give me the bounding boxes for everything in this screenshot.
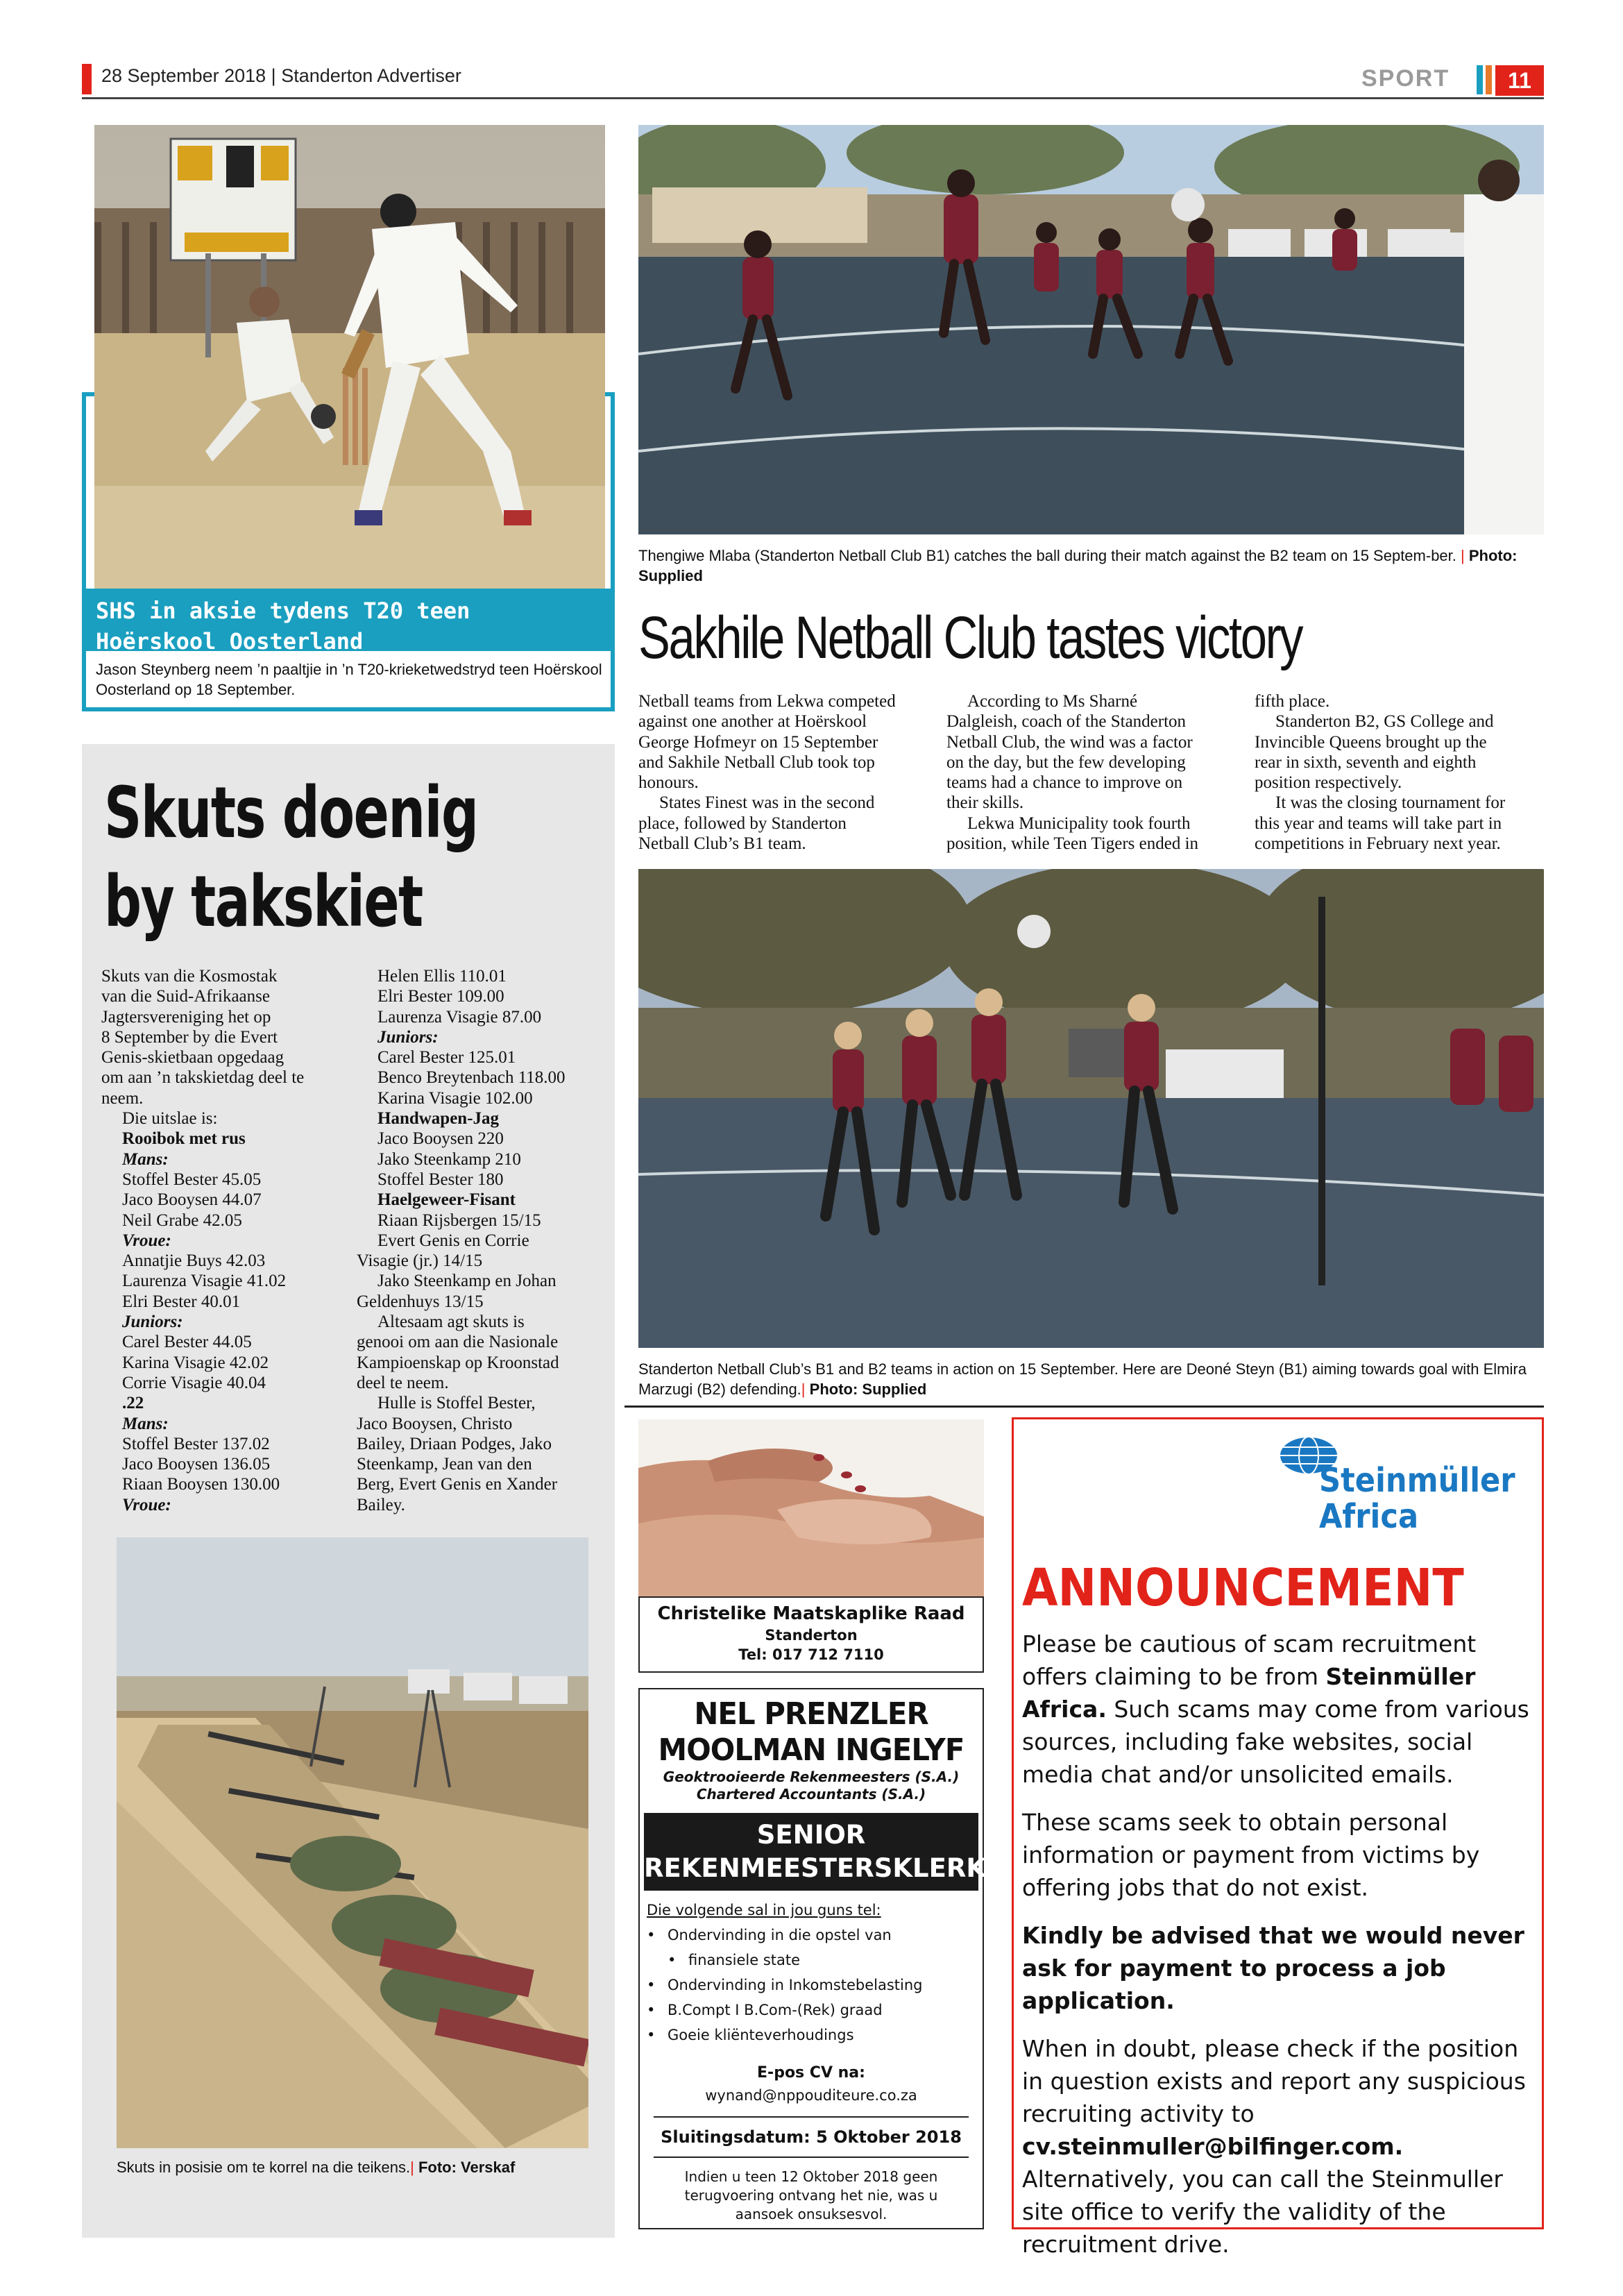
announcement-title: ANNOUNCEMENT [1022, 1558, 1464, 1618]
nel-note: Indien u teen 12 Oktober 2018 geen terugvoering ontvang het nie, was u aansoek onsuksesvol. [684, 2168, 938, 2222]
announcement-paragraph: These scams seek to obtain personal information or payment from victims by offering jobs that do not exist. [1022, 1809, 1480, 1901]
article-line: and Sakhile Netball Club took top [638, 752, 875, 772]
caption-divider: | [1461, 547, 1465, 564]
header-date-publication: 28 September 2018 | Standerton Advertiser [101, 65, 461, 86]
skuts-results-column-2 [357, 966, 606, 1515]
results-line: Haelgeweer-Fisant [377, 1190, 516, 1210]
results-line: Altesaam agt skuts is [377, 1312, 525, 1332]
results-line: Jako Steenkamp en Johan [377, 1272, 556, 1291]
caption-divider: | [410, 2159, 414, 2176]
results-line: Stoffel Bester 137.02 [122, 1434, 270, 1453]
results-line: Die uitslae is: [122, 1109, 218, 1129]
results-line: van die Suid-Afrikaanse [101, 987, 270, 1006]
results-line: Carel Bester 44.05 [122, 1333, 252, 1352]
netball-photo-top [638, 125, 1544, 534]
announcement-company: Steinmüller Africa. [1022, 1663, 1476, 1723]
cmr-town: Standerton [765, 1627, 858, 1644]
article-line: Netball Club’s B1 team. [638, 834, 806, 854]
steinmuller-brand-line1: Steinmüller [1319, 1461, 1515, 1500]
shooting-photo [117, 1537, 588, 2148]
netball-caption-bottom [638, 1359, 1540, 1399]
netball-article-column-2 [946, 691, 1237, 854]
article-line: teams had a chance to improve on [946, 773, 1183, 793]
skuts-results-column-1 [101, 966, 351, 1515]
hands-photo [638, 1419, 984, 1596]
results-line: Laurenza Visagie 87.00 [377, 1007, 542, 1027]
nel-email[interactable]: wynand@nppouditeure.co.za [705, 2087, 917, 2104]
nel-job-title-line2: REKENMEESTERSKLERK [644, 1853, 987, 1883]
results-line: Jaco Booysen 44.07 [122, 1190, 262, 1210]
steinmuller-advert [1012, 1417, 1544, 2258]
cricket-headline: SHS in aksie tydens T20 teen Hoërskool Oosterland [96, 598, 470, 655]
results-line: Mans: [122, 1414, 169, 1433]
announcement-text: Such scams may come from various sources, including fake websites, social media chat and/or unsolicited emails. [1022, 1696, 1529, 1788]
article-line: States Finest was in the second [659, 793, 875, 813]
results-line: neem. [101, 1088, 144, 1108]
netball-caption-bottom-text: Standerton Netball Club’s B1 and B2 teams in action on 15 September. Here are Deoné Steyn (B1) aiming towards goal with Elmira Marzugi (B2) defending. [638, 1360, 1527, 1398]
nel-prenzler-advert [638, 1688, 987, 2229]
announcement-paragraph [1022, 2032, 1536, 2261]
results-line: Berg, Evert Genis en Xander [357, 1475, 558, 1494]
nel-company-name-line1: NEL PRENZLER [694, 1696, 928, 1732]
results-line: Geldenhuys 13/15 [357, 1292, 484, 1311]
nel-email-label: E-pos CV na: [757, 2064, 865, 2082]
results-line: Kampioenskap op Kroonstad [357, 1353, 559, 1372]
skuts-headline [104, 769, 478, 947]
cricket-frame [82, 392, 86, 711]
shooting-caption-text: Skuts in posisie om te korrel na die teikens. [117, 2159, 411, 2176]
skuts-headline-line1: Skuts doenig [104, 772, 478, 854]
nel-job-title-line1: SENIOR [756, 1820, 866, 1850]
results-line: Hulle is Stoffel Bester, [377, 1394, 536, 1413]
cricket-frame [82, 392, 96, 396]
announcement-text: Alternatively, you can call the Steinmuller site office to verify the validity of the recruitment drive. [1022, 2166, 1503, 2258]
article-line: Standerton B2, GS College and [1275, 712, 1494, 732]
cricket-caption: Jason Steynberg neem ’n paaltjie in ’n T20-krieketwedstryd teen Hoërskool Oosterland op 18 September. [96, 661, 602, 698]
announcement-body [1022, 1628, 1536, 2276]
netball-caption-top [638, 546, 1540, 586]
results-line: Karina Visagie 102.00 [377, 1088, 533, 1108]
header-rule [82, 97, 1544, 99]
results-line: Riaan Booysen 130.00 [122, 1475, 280, 1494]
article-line: against one another at Hoërskool [638, 712, 867, 732]
nel-company-name-line2: MOOLMAN INGELYF [658, 1732, 965, 1768]
netball-article-column-1 [638, 691, 928, 854]
results-line: om aan ’n takskietdag deel te [101, 1068, 305, 1088]
article-line: honours. [638, 773, 699, 793]
section-accent-blue [1477, 65, 1483, 94]
cricket-frame [611, 392, 615, 711]
results-line: Skuts van die Kosmostak [101, 967, 278, 986]
article-line: rear in sixth, seventh and eighth [1255, 752, 1477, 772]
section-label: SPORT [1361, 65, 1450, 92]
results-line: Steenkamp, Jean van den [357, 1455, 532, 1474]
cmr-advert [638, 1596, 984, 1673]
shooting-photo-credit: Foto: Verskaf [418, 2159, 516, 2176]
nel-requirement-item: • Ondervinding in die opstel van [647, 1923, 983, 1948]
article-line: Dalgleish, coach of the Standerton [946, 712, 1187, 732]
article-line: Lekwa Municipality took fourth [967, 813, 1191, 833]
results-line: Handwapen-Jag [377, 1109, 500, 1129]
nel-requirement-item: • Ondervinding in Inkomstebelasting [647, 1973, 983, 1998]
article-line: position, while Teen Tigers ended in [946, 834, 1199, 854]
nel-subtitle-afrikaans: Geoktrooieerde Rekenmeesters (S.A.) [663, 1769, 960, 1785]
nel-requirement-item [647, 1948, 983, 1973]
results-line: Juniors: [377, 1027, 439, 1047]
steinmuller-brand-line2: Africa [1319, 1497, 1419, 1536]
announcement-paragraph-bold: Kindly be advised that we would never ask for payment to process a job application. [1022, 1922, 1524, 2014]
article-line: place, followed by Standerton [638, 813, 847, 833]
cmr-phone: Tel: 017 712 7110 [738, 1646, 884, 1663]
results-line: Genis-skietbaan opgedaag [101, 1048, 284, 1067]
results-line: Jaco Booysen 220 [377, 1129, 504, 1149]
header-accent-bar [82, 64, 92, 94]
page-number: 11 [1495, 65, 1544, 96]
netball-caption-bottom-credit: Photo: Supplied [809, 1381, 927, 1398]
results-line: Laurenza Visagie 41.02 [122, 1272, 287, 1291]
netball-caption-top-text: Thengiwe Mlaba (Standerton Netball Club B1) catches the ball during their match against the B2 team on 15 Septem-ber. [638, 547, 1456, 564]
results-line: Jako Steenkamp 210 [377, 1149, 521, 1169]
article-line: position respectively. [1255, 773, 1402, 793]
article-line: this year and teams will take part in [1255, 813, 1502, 833]
article-line: Invincible Queens brought up the [1255, 732, 1487, 752]
results-line: Elri Bester 109.00 [377, 987, 504, 1006]
results-line: Stoffel Bester 180 [377, 1170, 504, 1189]
cricket-frame [82, 707, 615, 711]
results-line: Carel Bester 125.01 [377, 1048, 516, 1067]
article-line: on the day, but the few developing [946, 752, 1186, 772]
results-line: deel te neem. [357, 1373, 449, 1392]
results-line: Jagtersvereniging het op [101, 1007, 271, 1027]
article-line: Netball Club, the wind was a factor [946, 732, 1193, 752]
results-line: Mans: [122, 1149, 169, 1169]
nel-job-title [644, 1813, 987, 1891]
article-line: According to Ms Sharné [967, 692, 1138, 711]
results-line: 8 September by die Evert [101, 1027, 278, 1047]
results-line: Karina Visagie 42.02 [122, 1353, 269, 1372]
cricket-headline-box [86, 589, 611, 655]
cmr-name: Christelike Maatskaplike Raad [657, 1603, 965, 1624]
announcement-email[interactable]: cv.steinmuller@bilfinger.com. [1022, 2133, 1404, 2160]
netball-photo-bottom [638, 869, 1544, 1348]
results-line: genooi om aan die Nasionale [357, 1333, 559, 1352]
announcement-text: Please be cautious of scam recruitment offers claiming to be from [1022, 1630, 1477, 1690]
results-line: Benco Breytenbach 118.00 [377, 1068, 566, 1088]
results-line: Vroue: [122, 1495, 171, 1514]
skuts-headline-line2: by takskiet [104, 861, 423, 943]
netball-caption-top-credit: Photo: Supplied [638, 547, 1518, 584]
article-line: fifth place. [1255, 692, 1330, 711]
article-line: It was the closing tournament for [1275, 793, 1506, 813]
article-line: George Hofmeyr on 15 September [638, 732, 878, 752]
netball-headline: Sakhile Netball Club tastes victory [638, 605, 1302, 671]
results-line: Stoffel Bester 45.05 [122, 1170, 262, 1189]
nel-divider [654, 2156, 969, 2158]
nel-requirement-item: • B.Compt I B.Com-(Rek) graad [647, 1998, 983, 2023]
results-line: Riaan Rijsbergen 15/15 [377, 1210, 541, 1230]
nel-requirement-item: • Goeie kliënteverhoudings [647, 2023, 983, 2048]
ads-top-rule [624, 1406, 1544, 1408]
results-line: Visagie (jr.) 14/15 [357, 1251, 483, 1271]
results-line: Corrie Visagie 40.04 [122, 1373, 266, 1392]
article-line: their skills. [946, 793, 1024, 813]
caption-divider: | [801, 1381, 806, 1398]
article-line: Netball teams from Lekwa competed [638, 692, 896, 711]
cricket-photo [94, 125, 605, 589]
results-line: Elri Bester 40.01 [122, 1292, 241, 1311]
results-line: Bailey, Driaan Podges, Jako [357, 1434, 552, 1453]
announcement-text: When in doubt, please check if the position in question exists and report any suspicious recruiting activity to [1022, 2035, 1526, 2127]
results-line: Evert Genis en Corrie [377, 1231, 529, 1250]
nel-requirements-list [647, 1923, 983, 2048]
results-line: Juniors: [122, 1312, 183, 1332]
results-line: Bailey. [357, 1495, 405, 1514]
results-line: Helen Ellis 110.01 [377, 967, 507, 986]
results-line: Jaco Booysen, Christo [357, 1414, 513, 1433]
results-line: Neil Grabe 42.05 [122, 1210, 242, 1230]
results-line: Jaco Booysen 136.05 [122, 1455, 271, 1474]
netball-article-column-3 [1255, 691, 1545, 854]
article-line: competitions in February next year. [1255, 834, 1501, 854]
results-line: Annatjie Buys 42.03 [122, 1251, 266, 1271]
section-accent-orange [1486, 65, 1492, 94]
nel-closing-date: Sluitingsdatum: 5 Oktober 2018 [661, 2127, 962, 2147]
shooting-caption [117, 2159, 588, 2177]
results-line: Vroue: [122, 1231, 171, 1250]
nel-requirements-intro: Die volgende sal in jou guns tel: [647, 1902, 881, 1918]
results-line: .22 [122, 1394, 144, 1413]
announcement-paragraph [1022, 1628, 1536, 1791]
nel-divider [654, 2116, 969, 2118]
nel-subtitle-english: Chartered Accountants (S.A.) [696, 1786, 926, 1803]
results-line: Rooibok met rus [122, 1129, 246, 1149]
nel-requirement-continuation: finansiele state [688, 1952, 801, 1968]
